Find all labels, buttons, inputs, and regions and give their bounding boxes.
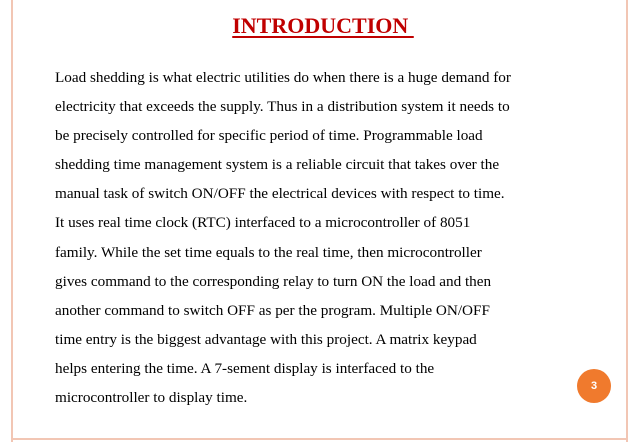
body-line: another command to switch OFF as per the program. Multiple ON/OFF <box>55 301 490 319</box>
body-line: gives command to the corresponding relay to turn ON the load and then <box>55 272 492 290</box>
slide-title-text: INTRODUCTION <box>232 13 414 38</box>
frame-bottom-border <box>11 438 628 440</box>
body-line: time entry is the biggest advantage with this project. A matrix keypad <box>55 330 477 348</box>
frame-left-border <box>11 0 13 442</box>
body-line: shedding time management system is a reliable circuit that takes over the <box>55 156 500 174</box>
body-line: electricity that exceeds the supply. Thus in a distribution system it needs to <box>55 98 510 116</box>
body-line: It uses real time clock (RTC) interfaced to a microcontroller of 8051 <box>55 214 471 232</box>
frame-right-border <box>626 0 628 442</box>
body-line: manual task of switch ON/OFF the electrical devices with respect to time. <box>55 185 505 203</box>
slide-title <box>0 12 638 40</box>
body-line: helps entering the time. A 7-sement display is interfaced to the <box>55 359 435 377</box>
page-number-badge <box>577 369 611 403</box>
page-number: 3 <box>590 380 598 392</box>
body-line: be precisely controlled for specific period of time. Programmable load <box>55 127 483 145</box>
body-line: family. While the set time equals to the real time, then microcontroller <box>55 243 482 261</box>
body-line: microcontroller to display time. <box>55 389 248 407</box>
body-text <box>55 63 575 412</box>
body-line: Load shedding is what electric utilities do when there is a huge demand for <box>55 69 511 86</box>
